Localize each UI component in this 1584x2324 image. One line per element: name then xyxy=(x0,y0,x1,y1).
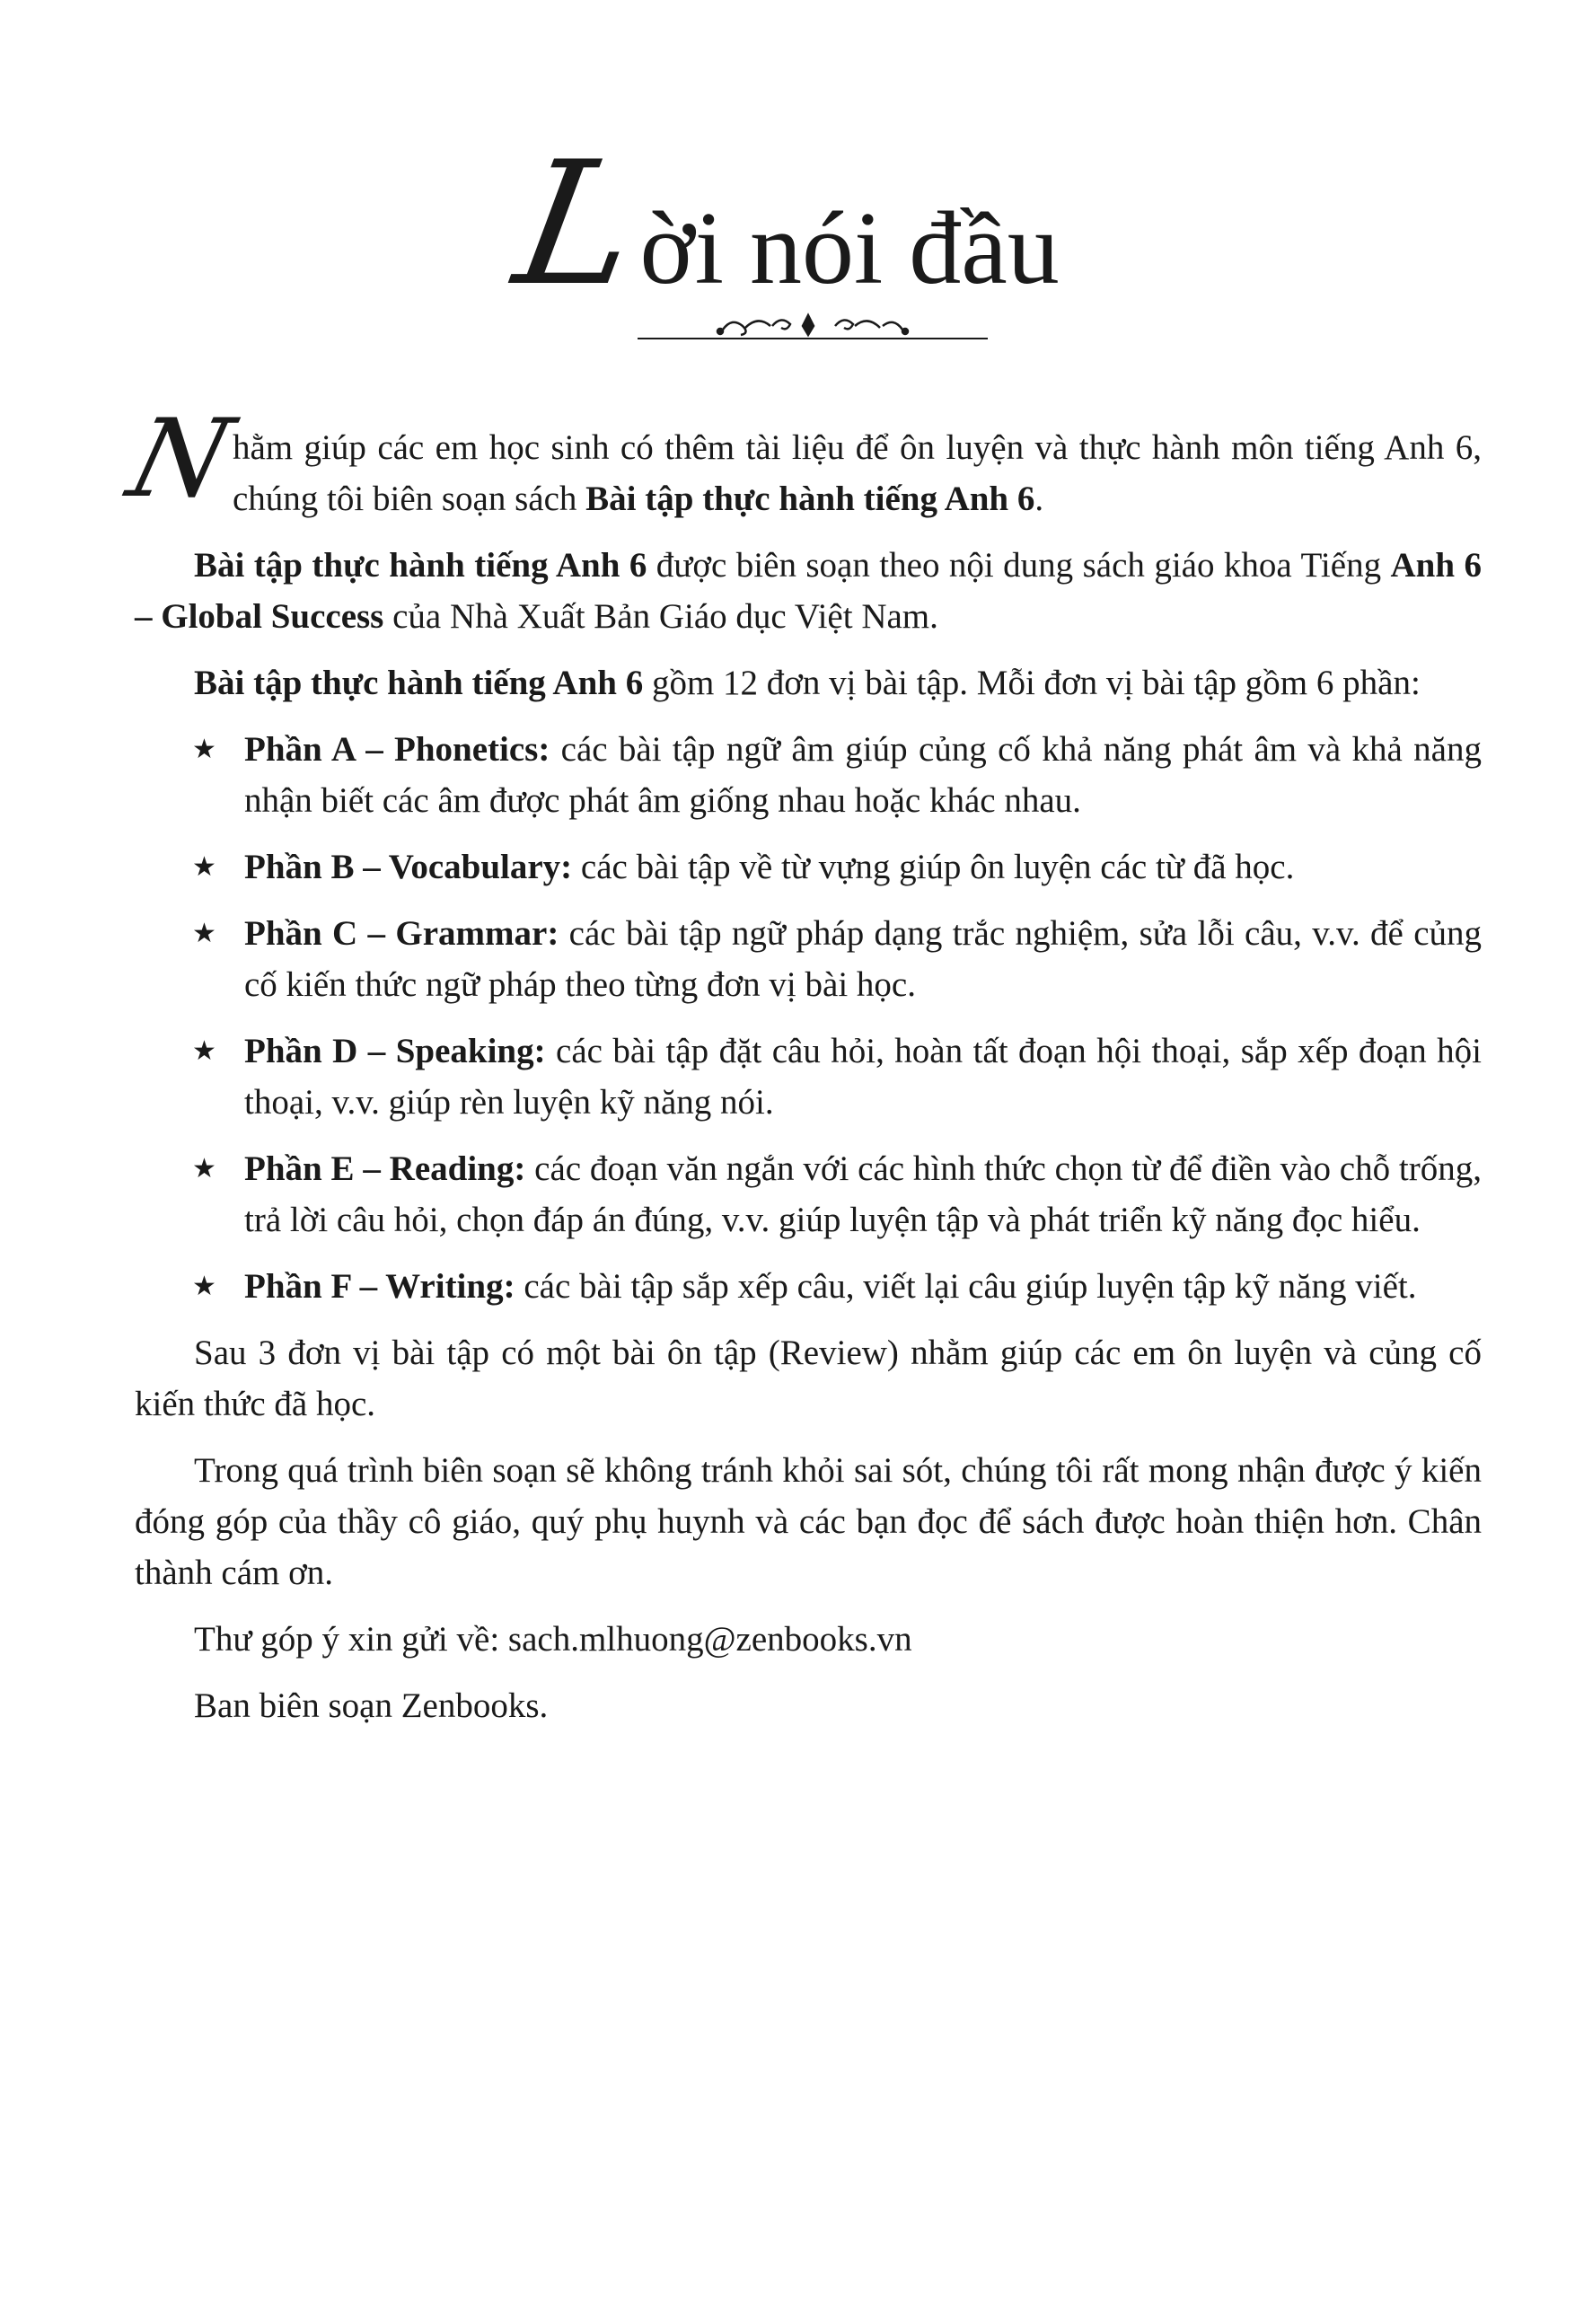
title-divider-ornament xyxy=(638,310,988,346)
star-icon: ★ xyxy=(192,918,216,949)
list-item: ★ Phần F – Writing: các bài tập sắp xếp câu, viết lại câu giúp luyện tập kỹ năng viết. xyxy=(135,1261,1482,1312)
contact-line: Thư góp ý xin gửi về: sach.mlhuong@zenbooks.vn xyxy=(194,1620,912,1659)
star-icon: ★ xyxy=(192,1035,216,1067)
review-paragraph: Sau 3 đơn vị bài tập có một bài ôn tập (Review) nhằm giúp các em ôn luyện và củng cố kiến thức đã học. xyxy=(135,1334,1482,1423)
star-icon: ★ xyxy=(192,851,216,883)
intro-paragraph: N hằm giúp các em học sinh có thêm tài liệu để ôn luyện và thực hành môn tiếng Anh 6, chúng tôi biên soạn sách Bài tập thực hành tiếng Anh 6. xyxy=(117,397,1482,522)
list-item: ★ Phần C – Grammar: các bài tập ngữ pháp dạng trắc nghiệm, sửa lỗi câu, v.v. để củng cố kiến thức ngữ pháp theo từng đơn vị bài học. xyxy=(135,908,1482,1010)
list-item: ★ Phần D – Speaking: các bài tập đặt câu hỏi, hoàn tất đoạn hội thoại, sắp xếp đoạn hội thoại, v.v. giúp rèn luyện kỹ năng nói. xyxy=(135,1026,1482,1128)
list-item: ★ Phần A – Phonetics: các bài tập ngữ âm giúp củng cố khả năng phát âm và khả năng nhận biết các âm được phát âm giống nhau hoặc khác nhau. xyxy=(135,724,1482,826)
preface-body xyxy=(117,397,1483,1747)
section-list xyxy=(135,724,1482,1312)
page-title xyxy=(135,125,1482,323)
thanks-paragraph: Trong quá trình biên soạn sẽ không tránh khỏi sai sót, chúng tôi rất mong nhận được ý kiến đóng góp của thầy cô giáo, quý phụ huynh và các bạn đọc để sách được hoàn thiện hơn. Chân thành cám ơn. xyxy=(135,1451,1482,1592)
page xyxy=(117,0,1483,2324)
star-icon: ★ xyxy=(192,1153,216,1184)
drop-cap: N xyxy=(117,397,243,522)
star-icon: ★ xyxy=(192,734,216,765)
structure-paragraph: Bài tập thực hành tiếng Anh 6 gồm 12 đơn vị bài tập. Mỗi đơn vị bài tập gồm 6 phần: xyxy=(194,664,1421,702)
book-title: Bài tập thực hành tiếng Anh 6 xyxy=(585,480,1035,518)
list-item: ★ Phần E – Reading: các đoạn văn ngắn với các hình thức chọn từ để điền vào chỗ trống, trả lời câu hỏi, chọn đáp án đúng, v.v. giúp luyện tập và phát triển kỹ năng đọc hiểu. xyxy=(135,1143,1482,1246)
list-item: ★ Phần B – Vocabulary: các bài tập về từ vựng giúp ôn luyện các từ đã học. xyxy=(135,841,1482,893)
title-initial: L xyxy=(503,125,653,323)
signature: Ban biên soạn Zenbooks. xyxy=(194,1686,549,1725)
star-icon: ★ xyxy=(192,1271,216,1302)
source-paragraph: Bài tập thực hành tiếng Anh 6 được biên soạn theo nội dung sách giáo khoa Tiếng Anh 6 – Global Success của Nhà Xuất Bản Giáo dục Việt Nam. xyxy=(135,546,1482,636)
title-rest: ời nói đầu xyxy=(639,191,1060,306)
